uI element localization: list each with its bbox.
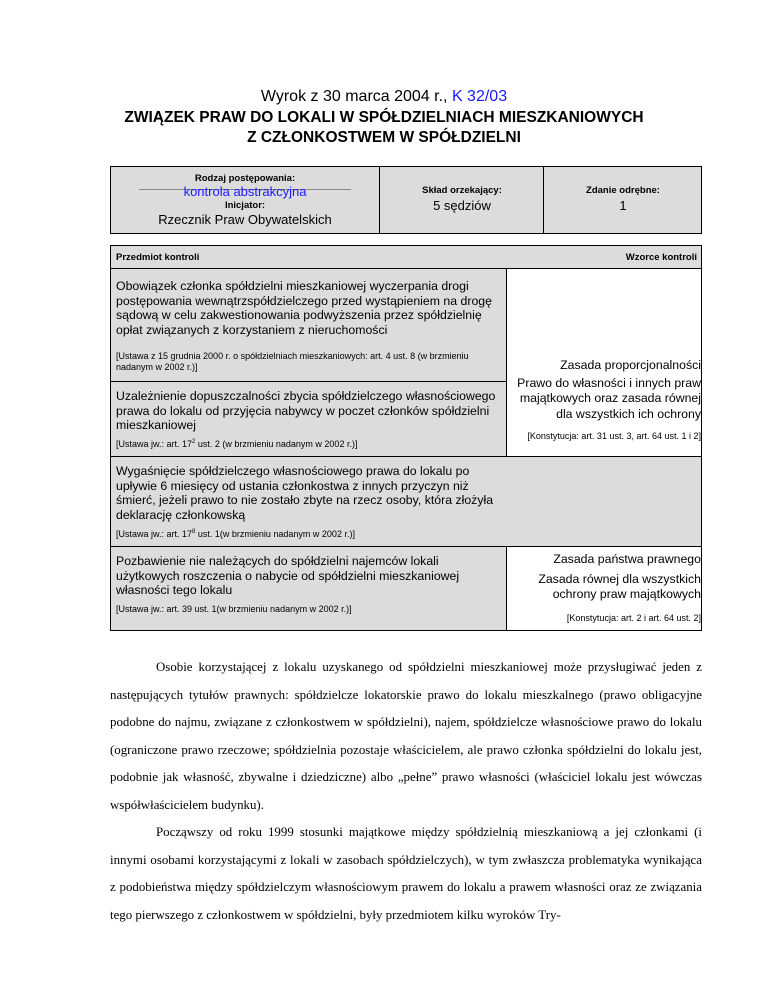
case-number-link[interactable]: K 32/03 — [451, 88, 508, 105]
subject-item-4-text: Pozbawienie nie należących do spółdzielni najemców lokali użytkowych roszczenia o nabycie od spółdzielni mieszkaniowej własności tego lokalu — [116, 554, 460, 597]
paragraph-1: Osobie korzystającej z lokalu uzyskanego od spółdzielni mieszkaniowej może przysługiwać jeden z następujących tytułów prawnych: spółdzielcze lokatorskie prawo do lokalu mieszkalnego (prawo obligacyjne podobne do najmu, związane z członkostwem w spółdzielni), najem, spółdzielcze własnościowe prawo do lokalu (ograniczone prawo rzeczowe; spółdzielnia pozostaje właścicielem, ale prawo członka spółdzielni do lokalu jest, podobnie jak własność, zbywalne i dziedziczne) albo „pełne” prawo własności (właściciel lokalu jest wówczas współwłaścicielem budynku). — [110, 660, 702, 812]
judgment-date: Wyrok z 30 marca 2004 r., — [260, 88, 452, 105]
subject-header: Przedmiot kontroli — [116, 252, 200, 263]
document-title-line3: Z CZŁONKOSTWEM W SPÓŁDZIELNI — [247, 129, 521, 146]
standard-1-ref: [Konstytucja: art. 31 ust. 3, art. 64 ust. 1 i 2] — [527, 431, 701, 441]
initiator-value: Rzecznik Praw Obywatelskich — [158, 212, 332, 227]
initiator-label: Inicjator: — [224, 200, 266, 211]
proceeding-info-cell — [111, 167, 379, 233]
standard-1 — [507, 358, 701, 442]
document-title-line2: ZWIĄZEK PRAW DO LOKALI W SPÓŁDZIELNIACH MIESZKANIOWYCH — [124, 109, 644, 126]
case-info-box — [110, 166, 702, 234]
subject-item-2-text: Uzależnienie dopuszczalności zbycia spółdzielczego własnościowego prawa do lokalu od przyjęcia nabywcy w poczet członków spółdzielni mieszkaniowej — [116, 389, 496, 432]
standard-2-title: Zasada państwa prawnego — [553, 552, 701, 566]
standard-2-ref: [Konstytucja: art. 2 i art. 64 ust. 2] — [566, 612, 701, 623]
subject-item-2 — [111, 382, 506, 456]
subject-item-2-ref: [Ustawa jw.: art. $17^2$ ust. 2 (w brzmieniu nadanym w 2002 r.)] — [116, 439, 358, 449]
subject-item-4-ref: [Ustawa jw.: art. 39 ust. 1(w brzmieniu nadanym w 2002 r.)] — [116, 604, 352, 614]
standard-1-desc: Prawo do własności i innych praw majątkowych oraz zasada równej dla wszystkich ich ochrony — [517, 375, 701, 421]
subject-item-3-ref: [Ustawa jw.: art. $17^8$ ust. 1(w brzmieniu nadanym w 2002 r.)] — [116, 529, 355, 539]
subject-item-3-text: Wygaśnięcie spółdzielczego własnościowego prawa do lokalu po upływie 6 miesięcy od ustania członkostwa z innych przyczyn niż śmierć, jeżeli prawo to nie zostało zbyte na rzecz osoby, która złożyła deklarację członkowską — [116, 464, 494, 522]
standard-2-desc: Zasada równej dla wszystkich ochrony praw majątkowych — [538, 571, 701, 601]
proceeding-type-value[interactable]: kontrola abstrakcyjna — [183, 184, 307, 199]
dissent-value: 1 — [619, 198, 627, 213]
paragraph-2: Począwszy od roku 1999 stosunki majątkowe między spółdzielnią mieszkaniową a jej członkami (i innymi osobami korzystającymi z lokali w zasobach spółdzielczych), w tym zwłaszcza problematyka wynikająca z podobieństwa między spółdzielczym własnościowym prawem do lokalu a prawem własności oraz ze związania tego pierwszego z członkostwem w spółdzielni, były przedmiotem kilku wyroków Try- — [110, 825, 702, 922]
panel-label: Skład orzekający: — [422, 185, 502, 196]
panel-info-cell — [379, 167, 544, 233]
subject-item-4 — [111, 547, 506, 630]
proceeding-type-label: Rodzaj postępowania: — [194, 173, 296, 184]
standard-1-title: Zasada proporcjonalności — [560, 358, 701, 372]
dissent-info-cell — [543, 167, 702, 233]
subject-item-3 — [111, 457, 701, 546]
standards-header: Wzorce kontroli — [625, 252, 697, 263]
dissent-label: Zdanie odrębne: — [586, 185, 660, 196]
subject-item-1 — [111, 269, 506, 381]
panel-value: 5 sędziów — [433, 198, 491, 213]
standard-2 — [507, 552, 701, 624]
control-table — [110, 245, 702, 631]
body-text — [110, 654, 702, 929]
table-header — [111, 246, 701, 269]
document-title-line1 — [0, 88, 768, 106]
subject-item-1-ref: [Ustawa z 15 grudnia 2000 r. o spółdzielniach mieszkaniowych: art. 4 ust. 8 (w brzmieniu nadanym w 2002 r.)] — [116, 351, 469, 372]
subject-item-1-text: Obowiązek członka spółdzielni mieszkaniowej wyczerpania drogi postępowania wewnątrzspółdzielczego przed wystąpieniem na drogę sądową w celu zakwestionowania podwyższenia przez spółdzielnię opłat związanych z korzystaniem z nieruchomości — [116, 279, 492, 337]
